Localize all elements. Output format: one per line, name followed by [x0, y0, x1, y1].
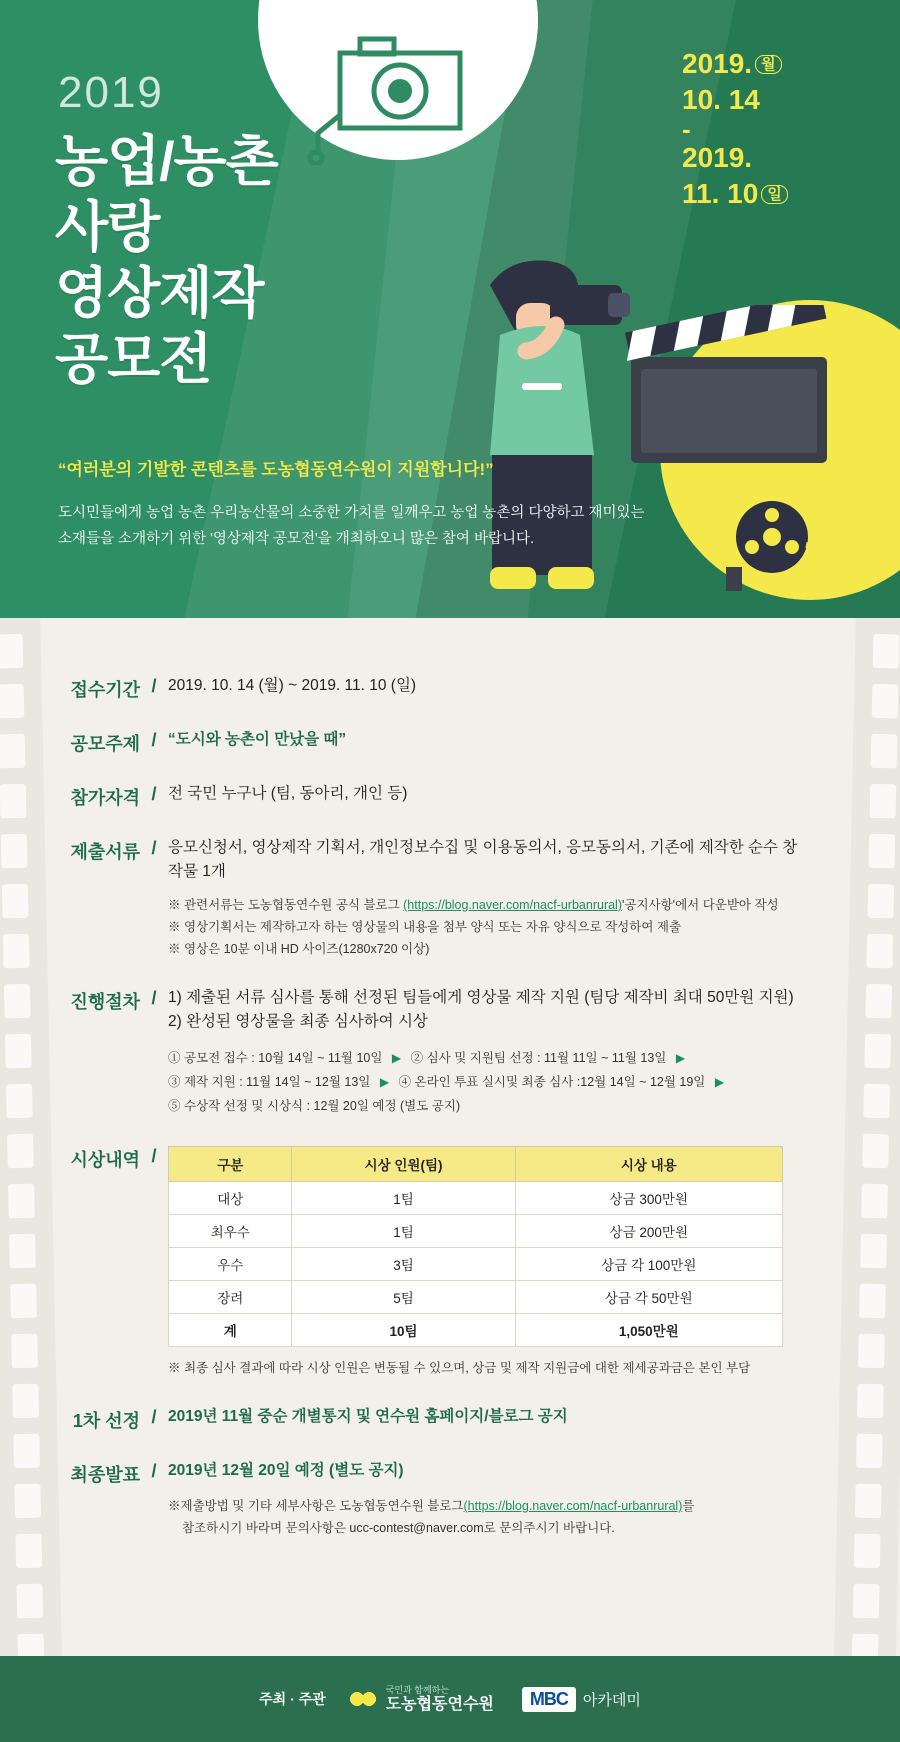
nacf-logo	[348, 1684, 494, 1714]
document-note-1-post: '공지사항'에서 다운받아 작성	[622, 898, 779, 912]
prize-notes	[168, 1357, 810, 1379]
footer-host-label: 주최 · 주관	[259, 1691, 326, 1707]
prize-row-1-detail: 상금 200만원	[515, 1215, 782, 1248]
table-row	[169, 1314, 783, 1347]
row-first-selection-label: 1차 선정	[72, 1411, 140, 1431]
prize-row-1-category: 최우수	[169, 1215, 292, 1248]
info-rows	[0, 648, 900, 1543]
blog-link-1[interactable]: (https://blog.naver.com/nacf-urbanrural)	[403, 898, 622, 912]
prize-note: ※ 최종 심사 결과에 따라 시상 인원은 변동될 수 있으며, 상금 및 제작 지원금에 대한 제세공과금은 본인 부담	[168, 1361, 751, 1375]
process-step-row-3	[168, 1094, 810, 1118]
row-period-label: 접수기간	[70, 680, 140, 700]
mbc-academy-name: 아카데미	[582, 1691, 641, 1709]
row-final-announcement-slash: /	[151, 1461, 157, 1481]
nacf-logo-name: 도농협동연수원	[385, 1695, 494, 1713]
arrow-icon-4: ▶	[714, 1075, 725, 1089]
prize-row-0-detail: 상금 300만원	[515, 1182, 782, 1215]
hero-title-line-3: 영상제작	[55, 262, 264, 324]
row-period	[0, 674, 900, 702]
row-theme-value: “도시와 농촌이 만났을 때”	[168, 731, 347, 748]
hero-description	[58, 500, 645, 552]
row-final-announcement	[0, 1459, 900, 1539]
prize-row-3-detail: 상금 각 50만원	[515, 1281, 782, 1314]
row-documents-label: 제출서류	[70, 842, 140, 862]
hero-date-end-year: 2019.	[682, 142, 753, 173]
hero-quote: “여러분의 기발한 콘텐츠를 도농협동연수원이 지원합니다!”	[58, 460, 494, 479]
process-line-1: 1) 제출된 서류 심사를 통해 선정된 팀들에게 영상물 제작 지원 (팀당 제작비 최대 50만원 지원)	[168, 989, 794, 1006]
row-final-announcement-label: 최종발표	[70, 1465, 140, 1485]
document-note-3: ※ 영상은 10분 이내 HD 사이즈(1280x720 이상)	[168, 942, 430, 956]
row-first-selection-slash: /	[151, 1407, 157, 1427]
film-reel-icon	[710, 485, 860, 595]
mbc-logo-mark: MBC	[522, 1687, 576, 1712]
prize-row-3-category: 장려	[169, 1281, 292, 1314]
prize-table	[168, 1146, 783, 1347]
arrow-icon-3: ▶	[379, 1075, 390, 1089]
row-eligibility-slash: /	[151, 784, 157, 804]
nacf-logo-icon	[348, 1684, 378, 1714]
row-theme-label: 공모주제	[70, 734, 140, 754]
row-period-content	[168, 674, 900, 702]
hero-title-line-2: 사랑	[55, 196, 160, 258]
process-step-row-1	[168, 1046, 810, 1070]
row-theme-content	[168, 728, 900, 756]
process-step-5: ⑤ 수상작 선정 및 시상식 : 12월 20일 예정 (별도 공지)	[168, 1099, 461, 1113]
row-first-selection	[0, 1405, 900, 1433]
row-eligibility-label: 참가자격	[70, 788, 140, 808]
clapperboard-icon	[615, 305, 845, 475]
hero-date-dash: -	[682, 114, 691, 144]
table-row	[169, 1281, 783, 1314]
row-prizes-content	[168, 1144, 900, 1379]
prize-row-3-count: 5팀	[292, 1281, 515, 1314]
row-documents-value: 응모신청서, 영상제작 기획서, 개인정보수집 및 이용동의서, 응모동의서, 기존에 제작한 순수 창작물 1개	[168, 839, 798, 880]
row-theme-slash: /	[151, 730, 157, 750]
row-documents	[0, 836, 900, 960]
process-steps	[168, 1046, 810, 1118]
row-period-value: 2019. 10. 14 (월) ~ 2019. 11. 10 (일)	[168, 677, 417, 694]
hero-date-end-weekday: 일	[761, 185, 788, 204]
row-period-slash: /	[151, 676, 157, 696]
table-row	[169, 1248, 783, 1281]
footer-bar	[0, 1656, 900, 1742]
hero-description-line-2: 소재들을 소개하기 위한 '영상제작 공모전'을 개최하오니 많은 참여 바랍니다.	[58, 531, 535, 547]
final-note-line-1	[168, 1495, 810, 1517]
final-note-line-2: 참조하시기 바라며 문의사항은 ucc-contest@naver.com로 문의주시기 바랍니다.	[182, 1521, 615, 1535]
hero-date-start-year: 2019.	[682, 48, 753, 79]
hero-date-start-weekday: 월	[755, 55, 782, 74]
prize-row-4-detail: 1,050만원	[515, 1314, 782, 1347]
camera-icon	[300, 15, 540, 165]
row-theme	[0, 728, 900, 756]
prize-header-detail: 시상 내용	[515, 1147, 782, 1182]
hero-title-line-4: 공모전	[55, 328, 212, 390]
prize-table-header-row	[169, 1147, 783, 1182]
hero-date-start-day: 10. 14	[682, 84, 760, 115]
final-note-pre: ※제출방법 및 기타 세부사항은 도농협동연수원 블로그	[168, 1499, 464, 1513]
table-row	[169, 1182, 783, 1215]
process-step-row-2	[168, 1070, 810, 1094]
hero-description-line-1: 도시민들에게 농업 농촌 우리농산물의 소중한 가치를 일깨우고 농업 농촌의 다양하고 재미있는	[58, 505, 645, 521]
process-step-3: ③ 제작 지원 : 11월 14일 ~ 12월 13일	[168, 1075, 371, 1089]
row-process-content	[168, 986, 900, 1118]
row-documents-slash: /	[151, 838, 157, 858]
hero-year: 2019	[58, 68, 164, 117]
arrow-icon-2: ▶	[675, 1051, 686, 1065]
hero-title-line-1: 농업/농촌	[55, 130, 278, 192]
process-step-1: ① 공모전 접수 : 10월 14일 ~ 11월 10일	[168, 1051, 383, 1065]
prize-header-count: 시상 인원(팀)	[292, 1147, 515, 1182]
prize-row-0-category: 대상	[169, 1182, 292, 1215]
row-prizes-label: 시상내역	[70, 1150, 140, 1170]
prize-row-2-category: 우수	[169, 1248, 292, 1281]
document-note-2: ※ 영상기획서는 제작하고자 하는 영상물의 내용을 첨부 양식 또는 자유 양식으로 작성하여 제출	[168, 920, 682, 934]
prize-header-category: 구분	[169, 1147, 292, 1182]
row-first-selection-content	[168, 1405, 900, 1433]
prize-row-1-count: 1팀	[292, 1215, 515, 1248]
hero-title	[55, 128, 278, 392]
process-step-2: ② 심사 및 지원팀 선정 : 11월 11일 ~ 11월 13일	[410, 1051, 667, 1065]
nacf-logo-tagline: 국민과 함께하는	[385, 1684, 450, 1695]
blog-link-2[interactable]: (https://blog.naver.com/nacf-urbanrural)	[463, 1499, 683, 1513]
row-final-announcement-value: 2019년 12월 20일 예정 (별도 공지)	[168, 1462, 404, 1479]
hero-date-end-day: 11. 10	[682, 178, 759, 209]
row-process	[0, 986, 900, 1118]
row-process-slash: /	[151, 988, 157, 1008]
row-first-selection-value: 2019년 11월 중순 개별통지 및 연수원 홈페이지/블로그 공지	[168, 1408, 568, 1425]
prize-row-2-count: 3팀	[292, 1248, 515, 1281]
document-note-1-pre: ※ 관련서류는 도농협동연수원 공식 블로그	[168, 898, 404, 912]
arrow-icon-1: ▶	[391, 1051, 402, 1065]
prize-row-2-detail: 상금 각 100만원	[515, 1248, 782, 1281]
final-announcement-notes	[168, 1495, 810, 1539]
mbc-academy-logo	[522, 1687, 641, 1712]
hero-banner	[0, 0, 900, 618]
row-eligibility-value: 전 국민 누구나 (팀, 동아리, 개인 등)	[168, 785, 408, 802]
details-sheet	[0, 618, 900, 1742]
hero-date-range	[682, 46, 862, 212]
row-documents-content	[168, 836, 900, 960]
row-prizes-slash: /	[151, 1146, 157, 1166]
table-row	[169, 1215, 783, 1248]
row-documents-notes	[168, 894, 810, 960]
process-step-4: ④ 온라인 투표 실시및 최종 심사 :12월 14일 ~ 12월 19일	[398, 1075, 706, 1089]
row-eligibility	[0, 782, 900, 810]
document-note-1	[168, 894, 810, 916]
row-eligibility-content	[168, 782, 900, 810]
prize-row-4-category: 계	[169, 1314, 292, 1347]
row-final-announcement-content	[168, 1459, 900, 1539]
process-line-2: 2) 완성된 영상물을 최종 심사하여 시상	[168, 1013, 428, 1030]
prize-row-4-count: 10팀	[292, 1314, 515, 1347]
row-process-label: 진행절차	[70, 992, 140, 1012]
prize-row-0-count: 1팀	[292, 1182, 515, 1215]
row-prizes	[0, 1144, 900, 1379]
final-note-post: 를	[682, 1499, 695, 1513]
